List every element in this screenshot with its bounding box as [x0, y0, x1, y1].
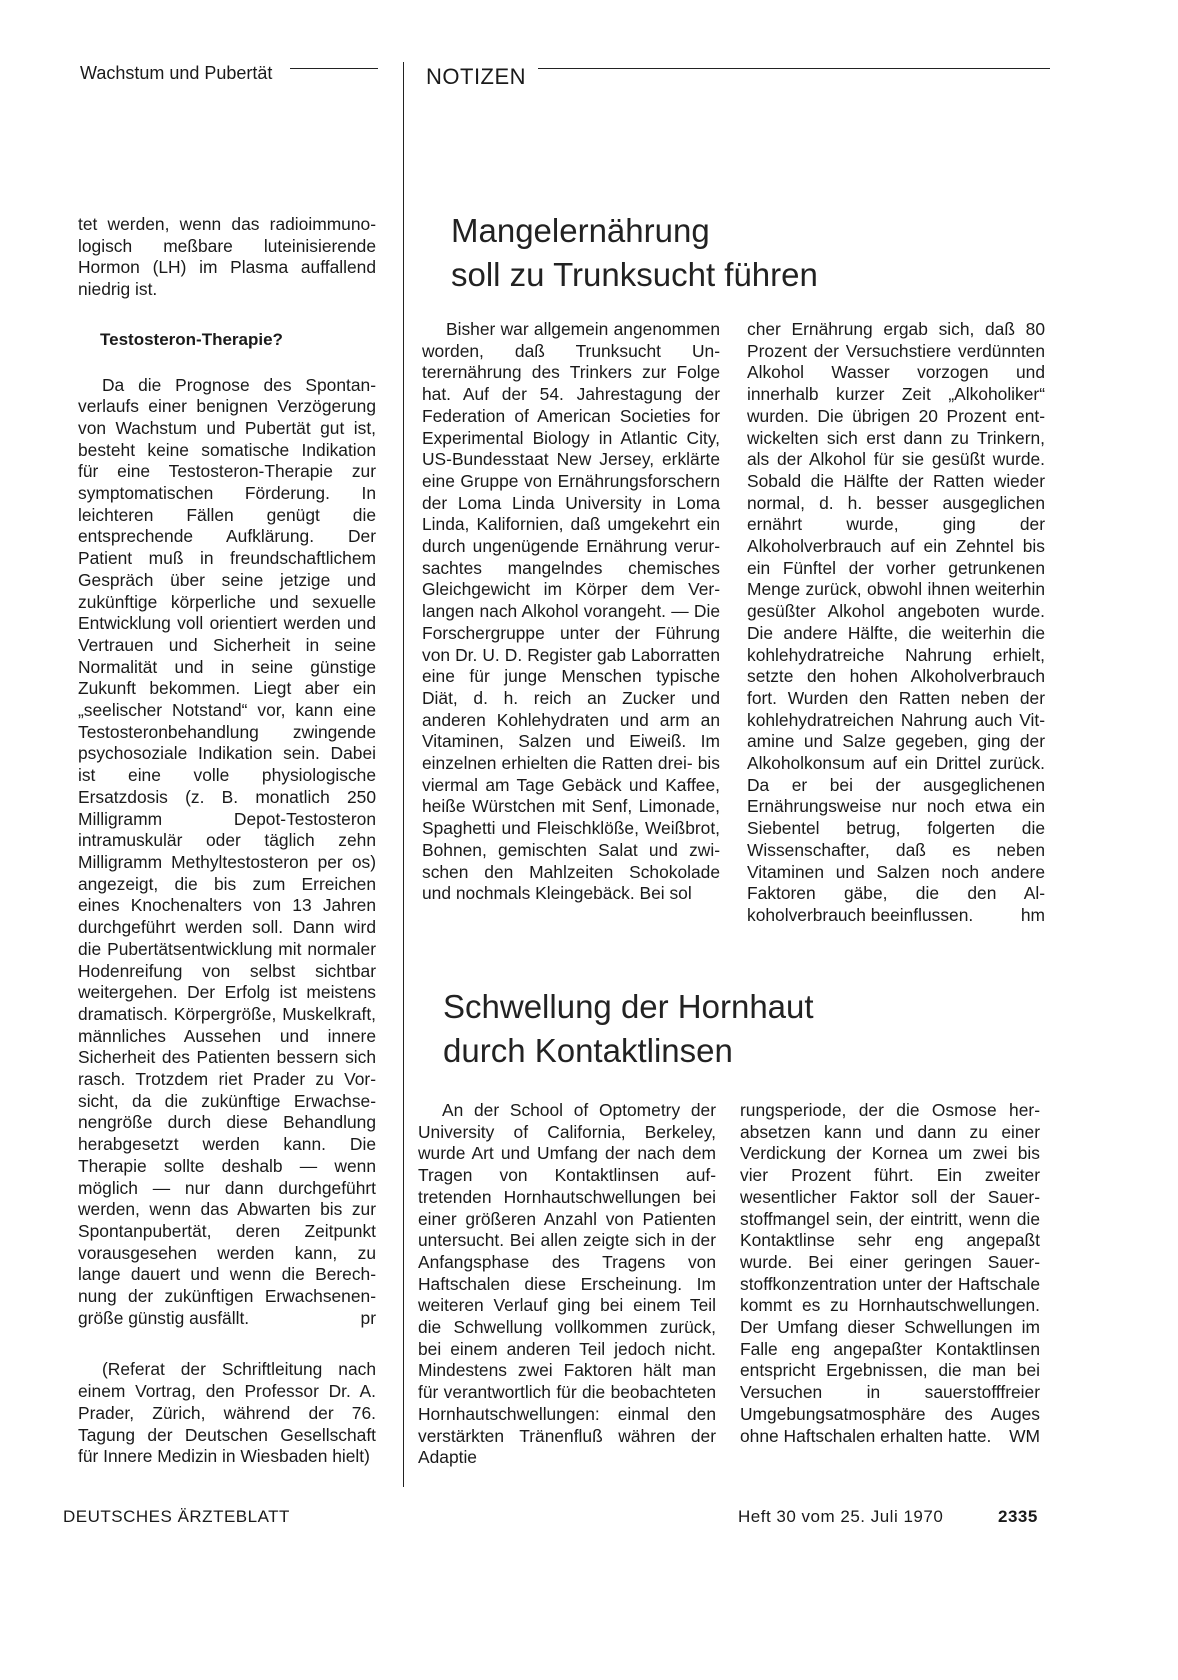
subheading: Testosteron-Therapie? [100, 329, 283, 349]
article2-column2 [740, 1100, 1040, 1447]
article2-column1: An der School of Optometry der University of California, Berkeley, wurde Art und Umfang der nach dem Tragen von Kontaktlinsen auftretenden Hornhautschwellungen bei einer größeren Anzahl von Patienten untersucht. Bei allen zeigte sich in der Anfangsphase des Tragens von Haftschalen diese Erscheinung. Im weiteren Verlauf ging bei einem Teil die Schwellung vollkommen zurück, bei einem anderen Teil jedoch nicht. Mindestens zwei Faktoren hält man für verantwortlich für die beobachteten Hornhautschwellungen: einmal den verstärkten Tränenfluß währen der Adaptie [418, 1100, 716, 1468]
article1-title-line2: soll zu Trunksucht führen [451, 256, 818, 293]
running-header-right: NOTIZEN [426, 64, 527, 89]
left-column [78, 214, 376, 1468]
article2-title [443, 985, 1023, 1073]
footer-journal: DEUTSCHES ÄRZTEBLATT [63, 1507, 290, 1526]
article2-title-line2: durch Kontaktlinsen [443, 1032, 733, 1069]
footer-issue: Heft 30 vom 25. Juli 1970 [738, 1507, 944, 1526]
article1-column2-text: cher Ernährung ergab sich, daß 80 Prozent der Versuchstiere verdünnten Alkohol Wasser vorzogen und innerhalb kurzer Zeit „Alkoholiker“ wurden. Die übrigen 20 Prozent entwickelten sich erst dann zu Trinkern, als der Alkohol für sie gesüßt wurde. Sobald die Hälfte der Ratten wieder normal, d. h. besser ausgeglichen ernährt wurde, ging der Alkoholverbrauch auf ein Zehntel bis ein Fünftel der vorher getrunkenen Menge zurück, obwohl ihnen weiterhin gesüßter Alkohol angeboten wurde. Die andere Hälfte, die weiterhin die kohlehydratreiche Nahrung erhielt, setzte den hohen Alkoholverbrauch fort. Wurden den Ratten neben der kohlehydratreichen Nahrung auch Vitamine und Salze gegeben, ging der Alkoholkonsum auf ein Drittel zurück. Da er bei der ausgeglichenen Ernährungsweise nur noch etwa ein Siebentel betrug, folgerten die Wissenschafter, daß es neben Vitaminen und Salzen noch andere Faktoren gäbe, die den Alkoholverbrauch beeinflussen. [747, 319, 1045, 925]
article2-column2-text: rungsperiode, der die Osmose herabsetzen kann und dann zu einer Verdickung der Kornea um zwei bis vier Prozent führt. Ein zweiter wesentlicher Faktor soll der Sauerstoffmangel sein, der eintritt, wenn die Kontaktlinse sehr eng angepaßt wurde. Bei einer geringen Sauerstoffkonzentration unter der Haftschale kommt es zu Hornhautschwellungen. Der Umfang dieser Schwellungen im Falle eng angepaßter Kontaktlinsen entspricht Ergebnissen, die man bei Versuchen in sauerstofffreier Umgebungsatmosphäre des Auges ohne Haftschalen erhalten hatte. [740, 1100, 1040, 1446]
reference-note: (Referat der Schriftleitung nach einem Vortrag, den Professor Dr. A. Prader, Zürich, während der 76. Tagung der Deutschen Gesellschaft für Innere Medizin in Wiesbaden hielt) [78, 1359, 376, 1467]
article2-author: WM [1009, 1425, 1040, 1446]
article1-title [451, 209, 1011, 297]
author-initials: pr [360, 1307, 376, 1328]
article1-title-line1: Mangelernährung [451, 212, 710, 249]
column-divider [403, 62, 404, 1487]
body-text: Da die Prognose des Spontanverlaufs einer benignen Verzögerung von Wachstum und Pubertät gut ist, besteht keine somatische Indikation für eine Testosteron-Therapie zur symptomatischen Förderung. In leichteren Fällen genügt die entsprechende Aufklärung. Der Patient muß in freundschaftlichem Gespräch über seine jetzige und zukünftige körperliche und sexuelle Entwicklung voll orientiert werden und Vertrauen und Sicherheit in seine Normalität und in seine günstige Zukunft bekommen. Liegt aber ein „seelischer Notstand“ vor, kann eine Testosteronbehandlung zwingende psychosoziale Indikation sein. Dabei ist eine volle physiologische Ersatzdosis (z. B. monatlich 250 Milligramm Depot-Testosteron intramuskulär oder täglich zehn Milligramm Methyltestosteron per os) angezeigt, die bis zum Erreichen eines Knochenalters von 13 Jahren durchgeführt werden soll. Dann wird die Pubertätsentwicklung mit normaler Hodenreifung von selbst sichtbar weitergehen. Der Erfolg ist meistens dramatisch. Körpergröße, Muskelkraft, männliches Aussehen und innere Sicherheit des Patienten bessern sich rasch. Trotzdem riet Prader zu Vorsicht, da die zukünftige Erwachsenengröße durch diese Behandlung herabgesetzt werden kann. Die Therapie sollte deshalb — wenn möglich — nur dann durchgeführt werden, wenn das Abwarten bis zur Spontanpubertät, deren Zeitpunkt vorausgesehen werden kann, zu lange dauert und wenn die Berechnung der zukünftigen Erwachsenengröße günstig ausfällt. [78, 374, 376, 1328]
article1-column1: Bisher war allgemein angenommen worden, daß Trunksucht Unterernährung des Trinkers zur Folge hat. Auf der 54. Jahrestagung der Federation of American Societies for Experimental Biology in Atlantic City, US-Bundesstaat New Jersey, erklärte eine Gruppe von Ernährungsforschern der Loma Linda University in Loma Linda, Kalifornien, daß umgekehrt ein durch ungenügende Ernährung verursachtes mangelndes chemisches Gleichgewicht im Körper dem Verlangen nach Alkohol vorangeht. — Die Forschergruppe unter der Führung von Dr. U. D. Register gab Laborratten eine für junge Menschen typische Diät, d. h. reich an Zucker und anderen Kohlehydraten und arm an Vitaminen, Salzen und Eiweiß. Im einzelnen erhielten die Ratten drei- bis viermal am Tage Gebäck und Kaffee, heiße Würstchen mit Senf, Limonade, Spaghetti und Fleischklöße, Weißbrot, Bohnen, gemischten Salat und zwischen den Mahlzeiten Schokolade und nochmals Kleingebäck. Bei sol [422, 319, 720, 904]
footer-page-number: 2335 [998, 1507, 1038, 1526]
running-header-left: Wachstum und Pubertät [80, 63, 273, 83]
article1-author: hm [1020, 904, 1045, 925]
header-rule-right [538, 68, 1050, 69]
body-paragraph [78, 375, 376, 1330]
header-rule-left [290, 68, 378, 69]
continued-paragraph: tet werden, wenn das radioimmunologisch meßbare luteinisierende Hormon (LH) im Plasma auffallend niedrig ist. [78, 214, 376, 300]
article2-title-line1: Schwellung der Hornhaut [443, 988, 814, 1025]
article1-column2 [747, 319, 1045, 927]
